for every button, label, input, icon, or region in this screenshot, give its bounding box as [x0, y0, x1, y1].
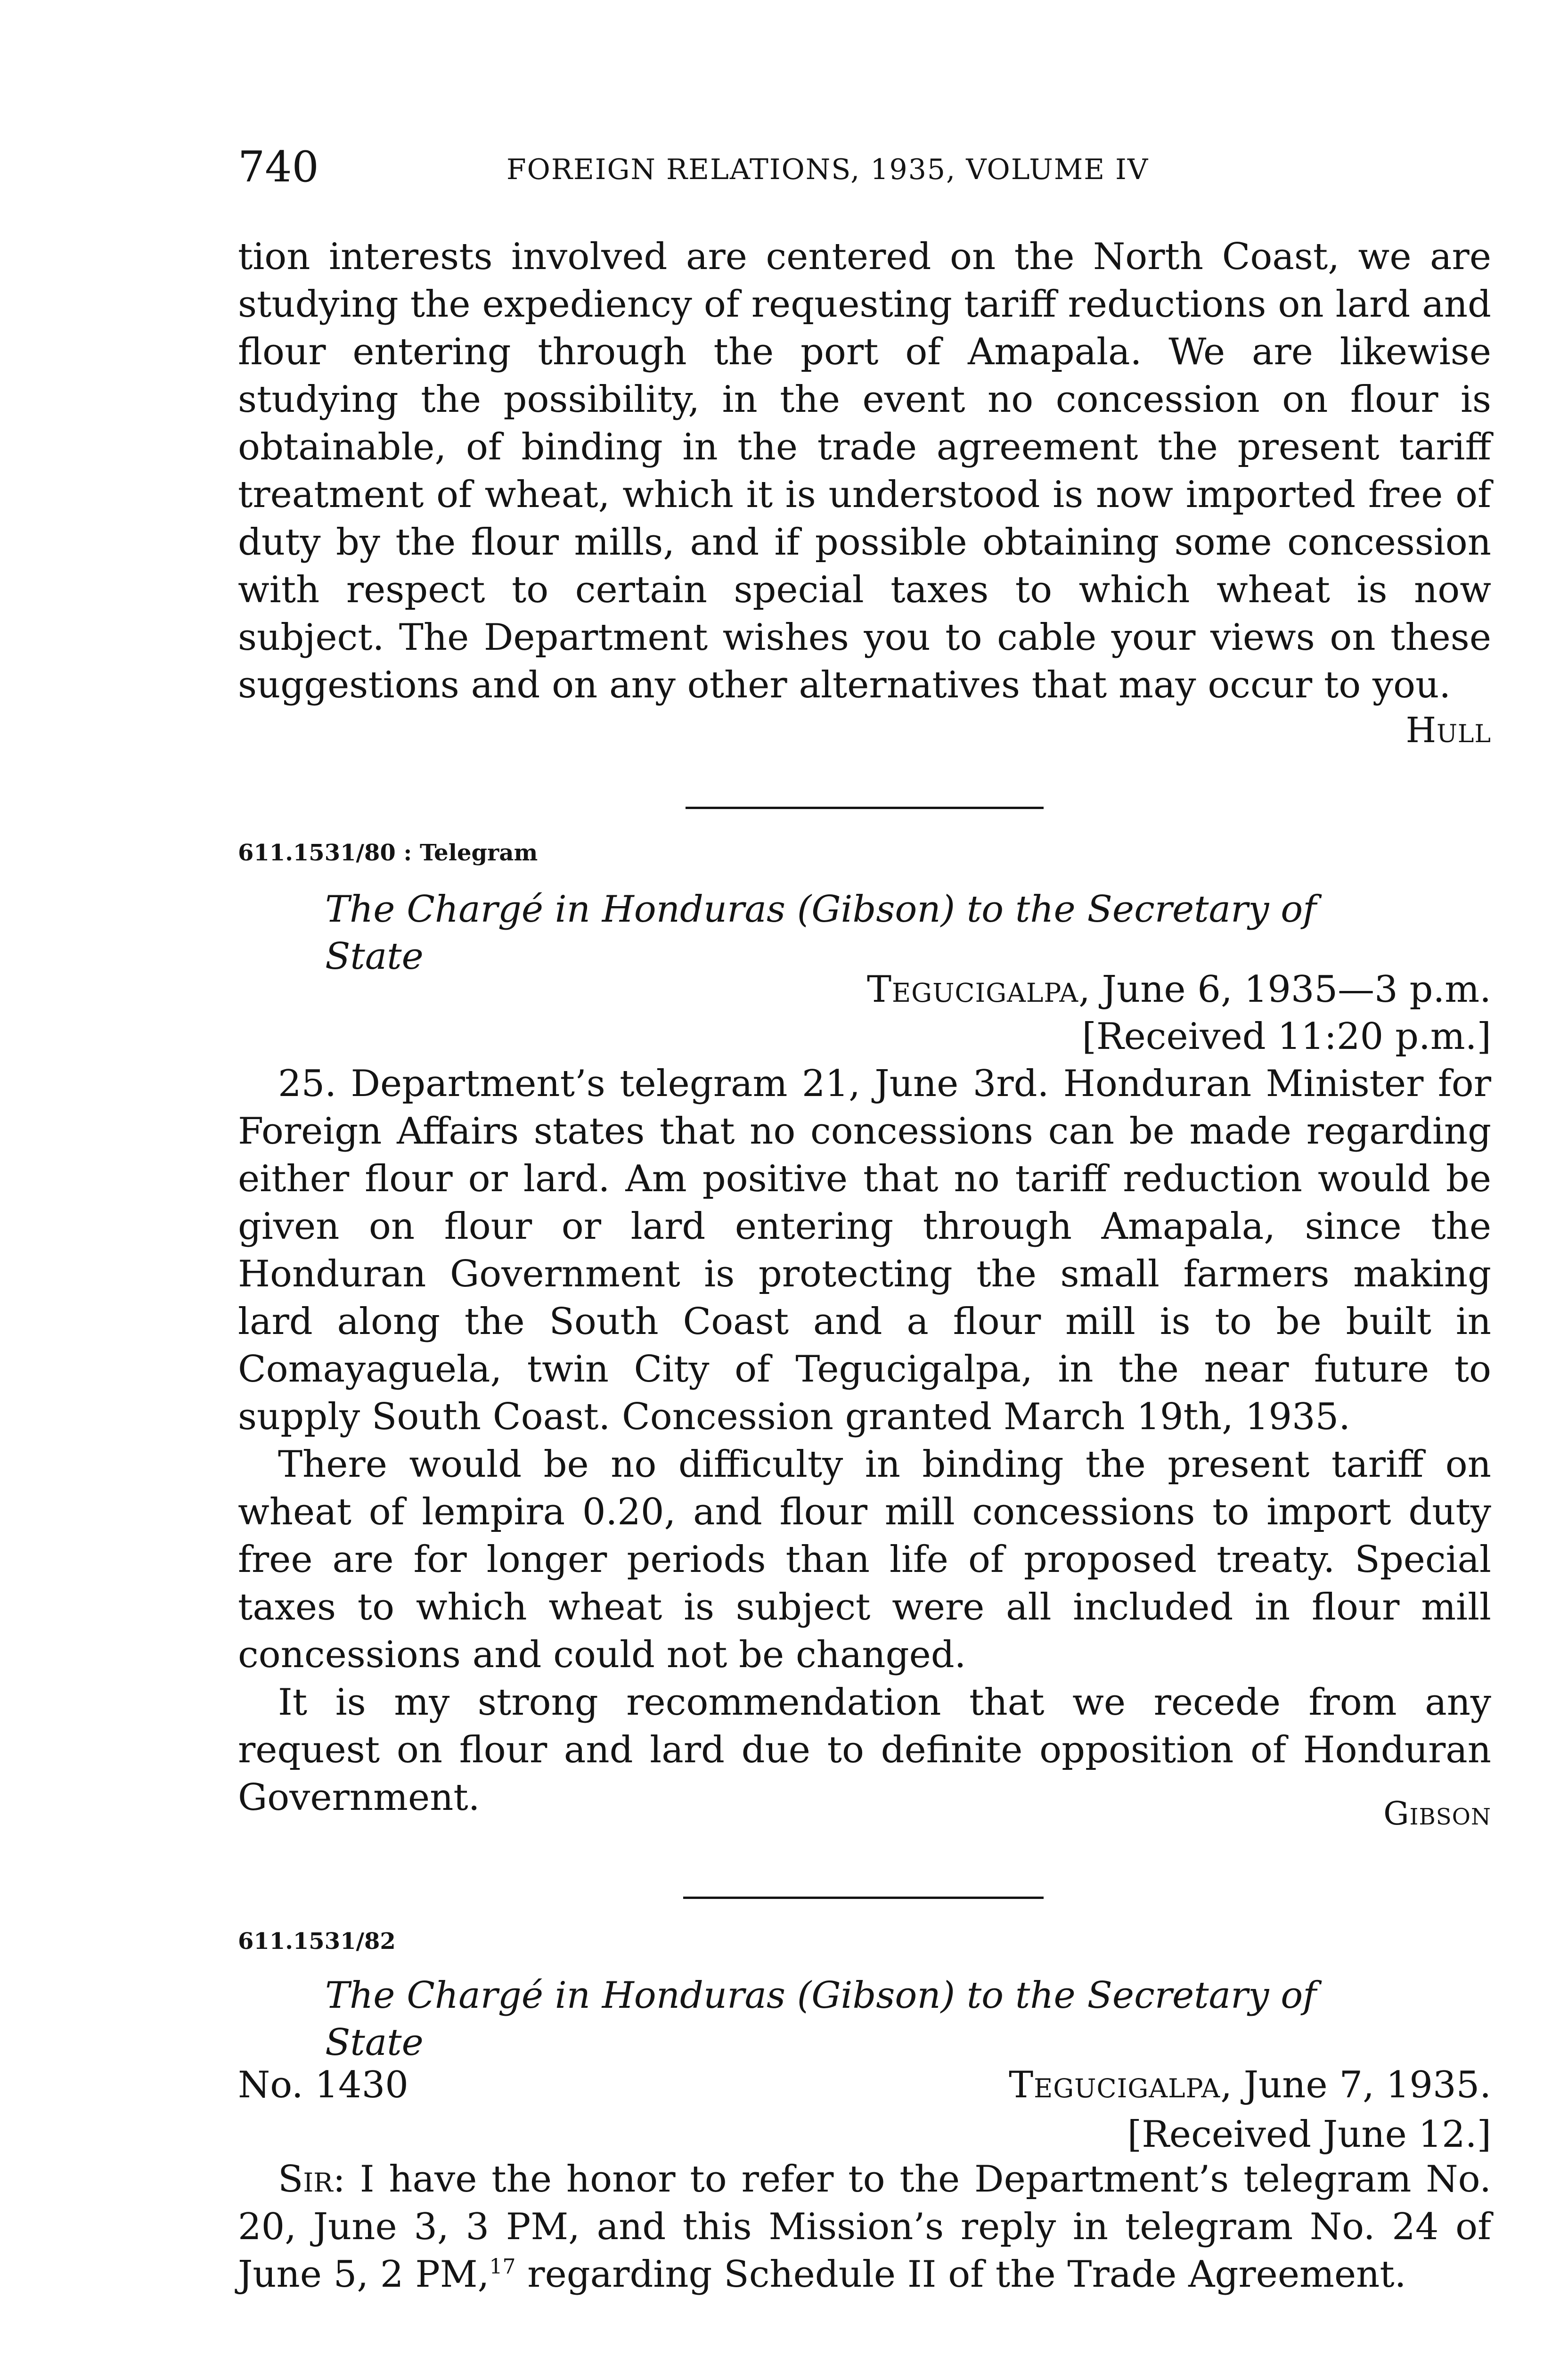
dateline — [867, 966, 1491, 1013]
page-header — [238, 141, 1491, 203]
telegram-paragraph: 25. Department’s telegram 21, June 3rd. Honduran Minister for Foreign Affairs states that no concessions can be made regarding either flour or lard. Am positive that no tariff reduction would be given on flour or lard entering through Amapala, since the Honduran Government is protecting the small farmers making lard along the South Coast and a flour mill is to be built in Comayaguela, twin City of Tegucigalpa, in the near future to supply South Coast. Concession granted March 19th, 1935. — [238, 1063, 1491, 1438]
section-divider — [683, 1897, 1044, 1899]
section-divider — [686, 807, 1044, 809]
received-note: [Received June 12.] — [1127, 2113, 1491, 2156]
despatch-paragraph — [238, 2156, 1491, 2299]
telegram-paragraph: It is my strong recommendation that we recede from any request on flour and lard due to definite opposition of Honduran Government. — [238, 1681, 1491, 1819]
dateline-date: , June 7, 1935. — [1220, 2064, 1491, 2106]
dateline — [1009, 2062, 1491, 2109]
document-heading: The Chargé in Honduras (Gibson) to the Secretary of State — [325, 1974, 1317, 2064]
despatch-body — [238, 2156, 1491, 2299]
dateline-place: Tegucigalpa — [1009, 2064, 1221, 2106]
footnote-reference: 17 — [489, 2255, 516, 2279]
continued-paragraph — [238, 233, 1491, 709]
file-reference: 611.1531/82 — [238, 1928, 396, 1955]
signature-gibson: Gibson — [1383, 1795, 1491, 1832]
despatch-text: : I have the honor to refer to the Department’s telegram No. 20, June 3, 3 PM, and this Mission’s reply in telegram No. 24 of June 5, 2 PM, — [238, 2158, 1491, 2296]
despatch-text: regarding Schedule II of the Trade Agreement. — [515, 2253, 1406, 2296]
salutation: Sir — [278, 2158, 333, 2201]
file-reference: 611.1531/80 : Telegram — [238, 840, 538, 866]
despatch-number: No. 1430 — [238, 2064, 408, 2106]
dateline-place: Tegucigalpa — [866, 968, 1079, 1011]
signature-hull: Hull — [1405, 710, 1491, 751]
dateline-date: , June 6, 1935—3 p.m. — [1078, 968, 1491, 1011]
document-heading: The Chargé in Honduras (Gibson) to the Secretary of State — [325, 888, 1317, 978]
page-number: 740 — [238, 142, 319, 192]
continued-paragraph-text: tion interests involved are centered on the North Coast, we are studying the expediency of requesting tariff reductions on lard and flour entering through the port of Amapala. We are likewise studying the possibility, in the event no concession on flour is obtainable, of binding in the trade agreement the present tariff treatment of wheat, which it is understood is now imported free of duty by the flour mills, and if possible obtaining some concession with respect to certain special taxes to which wheat is now subject. The Department wishes you to cable your views on these suggestions and on any other alternatives that may occur to you. — [238, 236, 1491, 706]
received-note: [Received 11:20 p.m.] — [1082, 1015, 1491, 1058]
running-head: FOREIGN RELATIONS, 1935, VOLUME IV — [506, 153, 1149, 186]
telegram-paragraph: There would be no difficulty in binding the present tariff on wheat of lempira 0.20, and flour mill concessions to import duty free are for longer periods than life of proposed treaty. Special taxes to which wheat is subject were all included in flour mill concessions and could not be changed. — [238, 1443, 1491, 1676]
telegram-body — [238, 1060, 1491, 1822]
